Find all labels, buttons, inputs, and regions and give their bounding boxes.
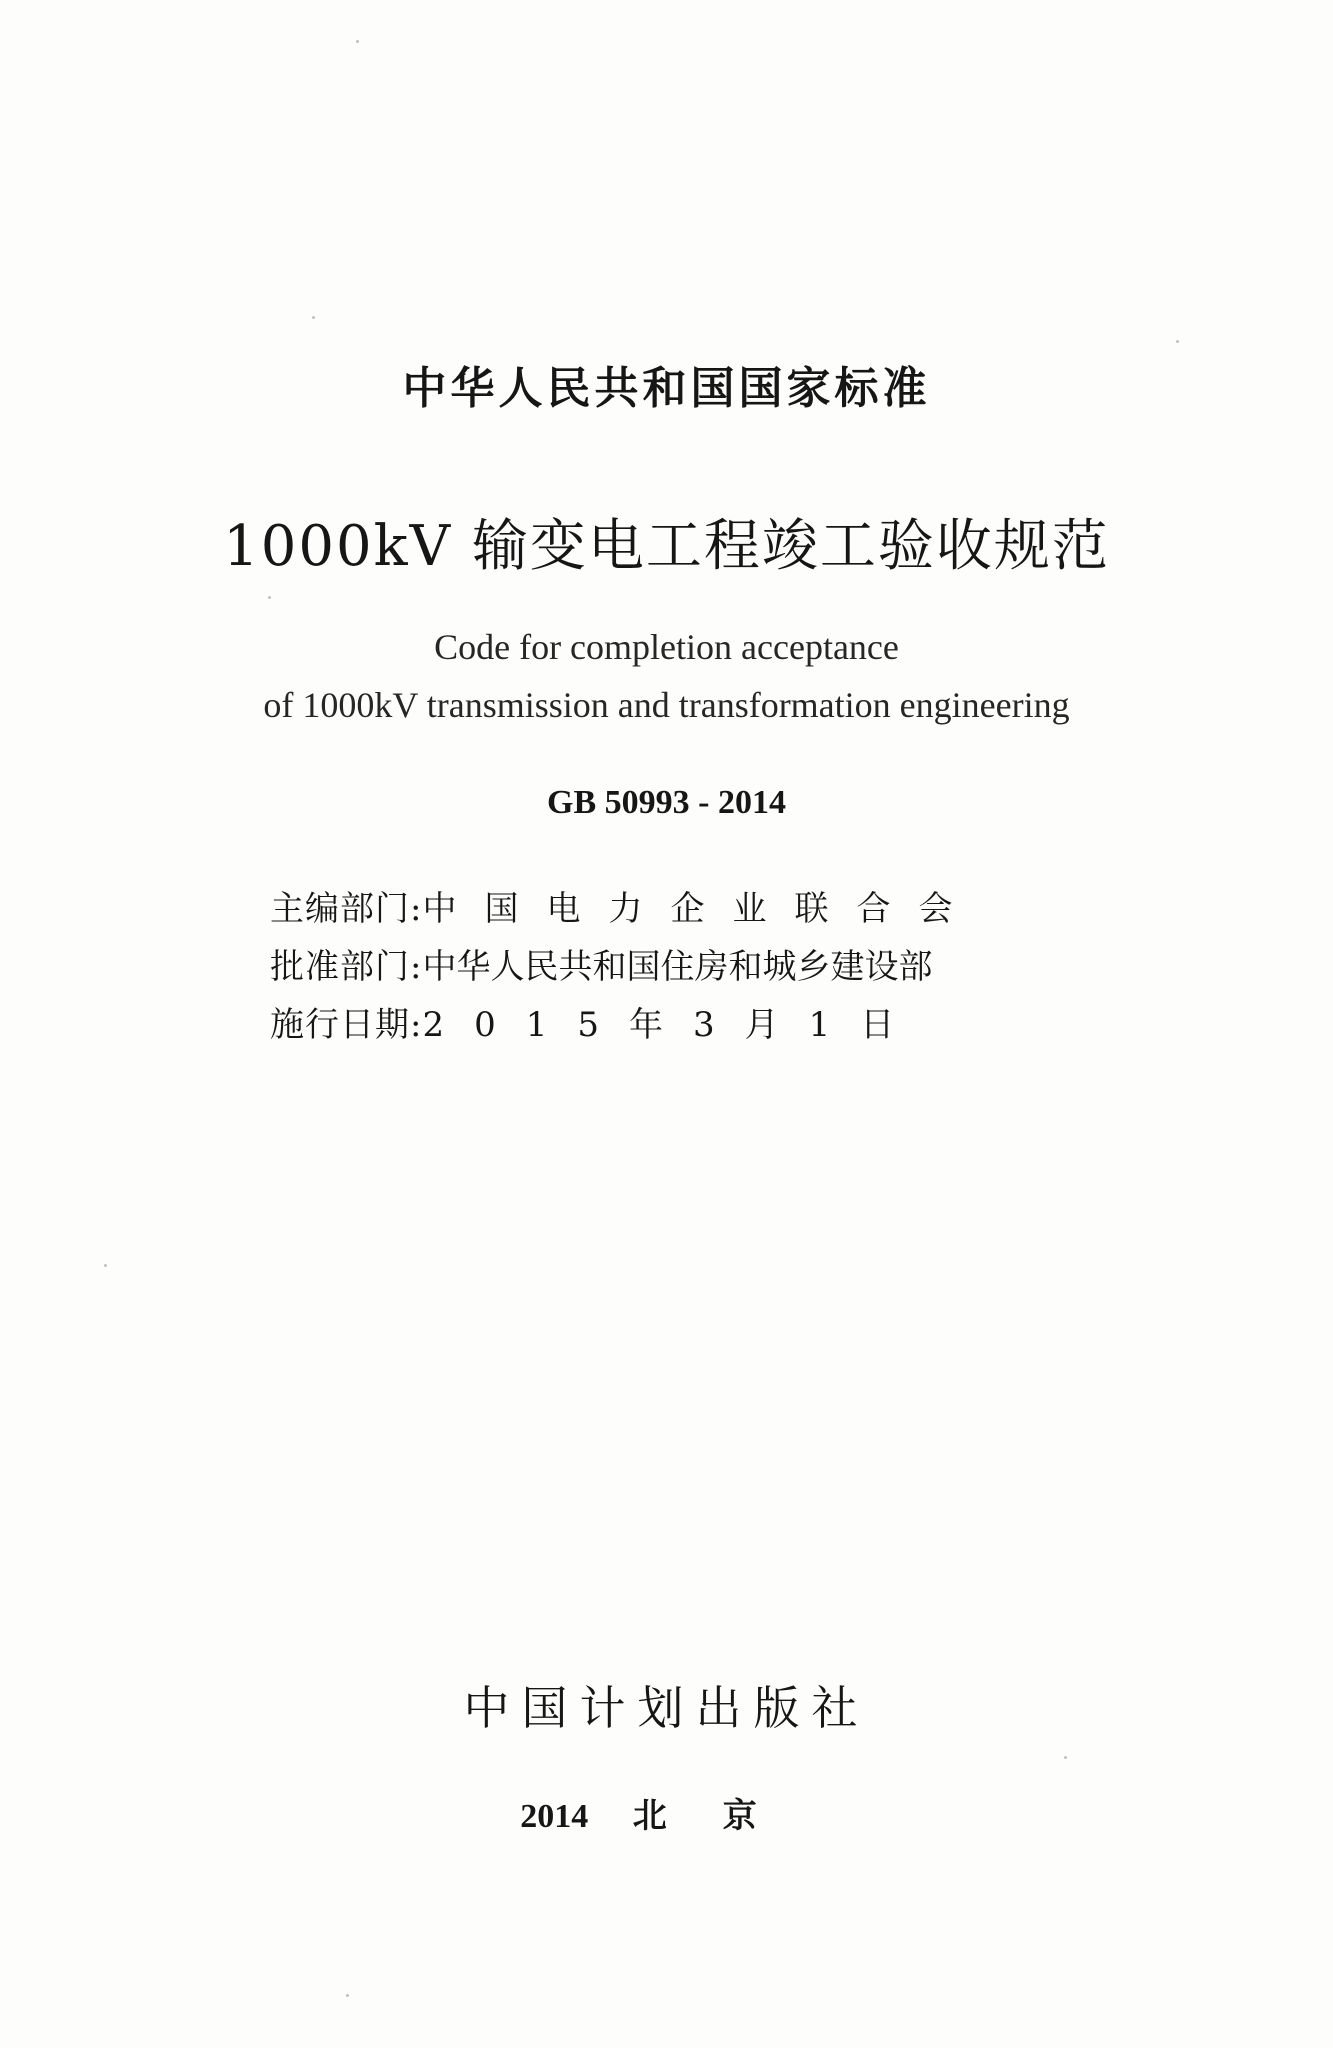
approver-label: 批准部门: <box>270 947 423 987</box>
scan-speck <box>312 316 315 319</box>
approver-row <box>270 938 980 996</box>
scan-speck <box>1064 1756 1067 1759</box>
standard-code: GB 50993 - 2014 <box>547 784 786 821</box>
editor-row <box>270 880 980 938</box>
editor-label: 主编部门: <box>270 889 423 929</box>
scan-speck <box>356 40 359 43</box>
publisher-name: 中国计划出版社 <box>463 1681 870 1735</box>
effective-date-label: 施行日期: <box>270 1005 423 1045</box>
publication-year: 2014 <box>520 1798 589 1835</box>
document-title: 1000kV 输变电工程竣工验收规范 <box>223 514 1110 579</box>
approver-value: 中华人民共和国住房和城乡建设部 <box>422 947 933 987</box>
info-block <box>270 880 980 1054</box>
scan-speck <box>104 1264 107 1267</box>
effective-date-row <box>270 996 980 1054</box>
publication-line <box>0 1788 1333 1837</box>
scan-speck <box>268 596 271 599</box>
scan-speck <box>346 1994 349 1997</box>
publication-city: 北京 <box>632 1798 813 1835</box>
effective-date-value: 2015年3月1日 <box>422 1005 925 1045</box>
scan-speck <box>1176 340 1179 343</box>
standard-header: 中华人民共和国国家标准 <box>402 363 931 414</box>
english-title-line-1: Code for completion acceptance <box>434 627 899 667</box>
editor-value: 中国电力企业联合会 <box>422 889 981 929</box>
english-title-line-2: of 1000kV transmission and transformation engineering <box>263 685 1070 725</box>
